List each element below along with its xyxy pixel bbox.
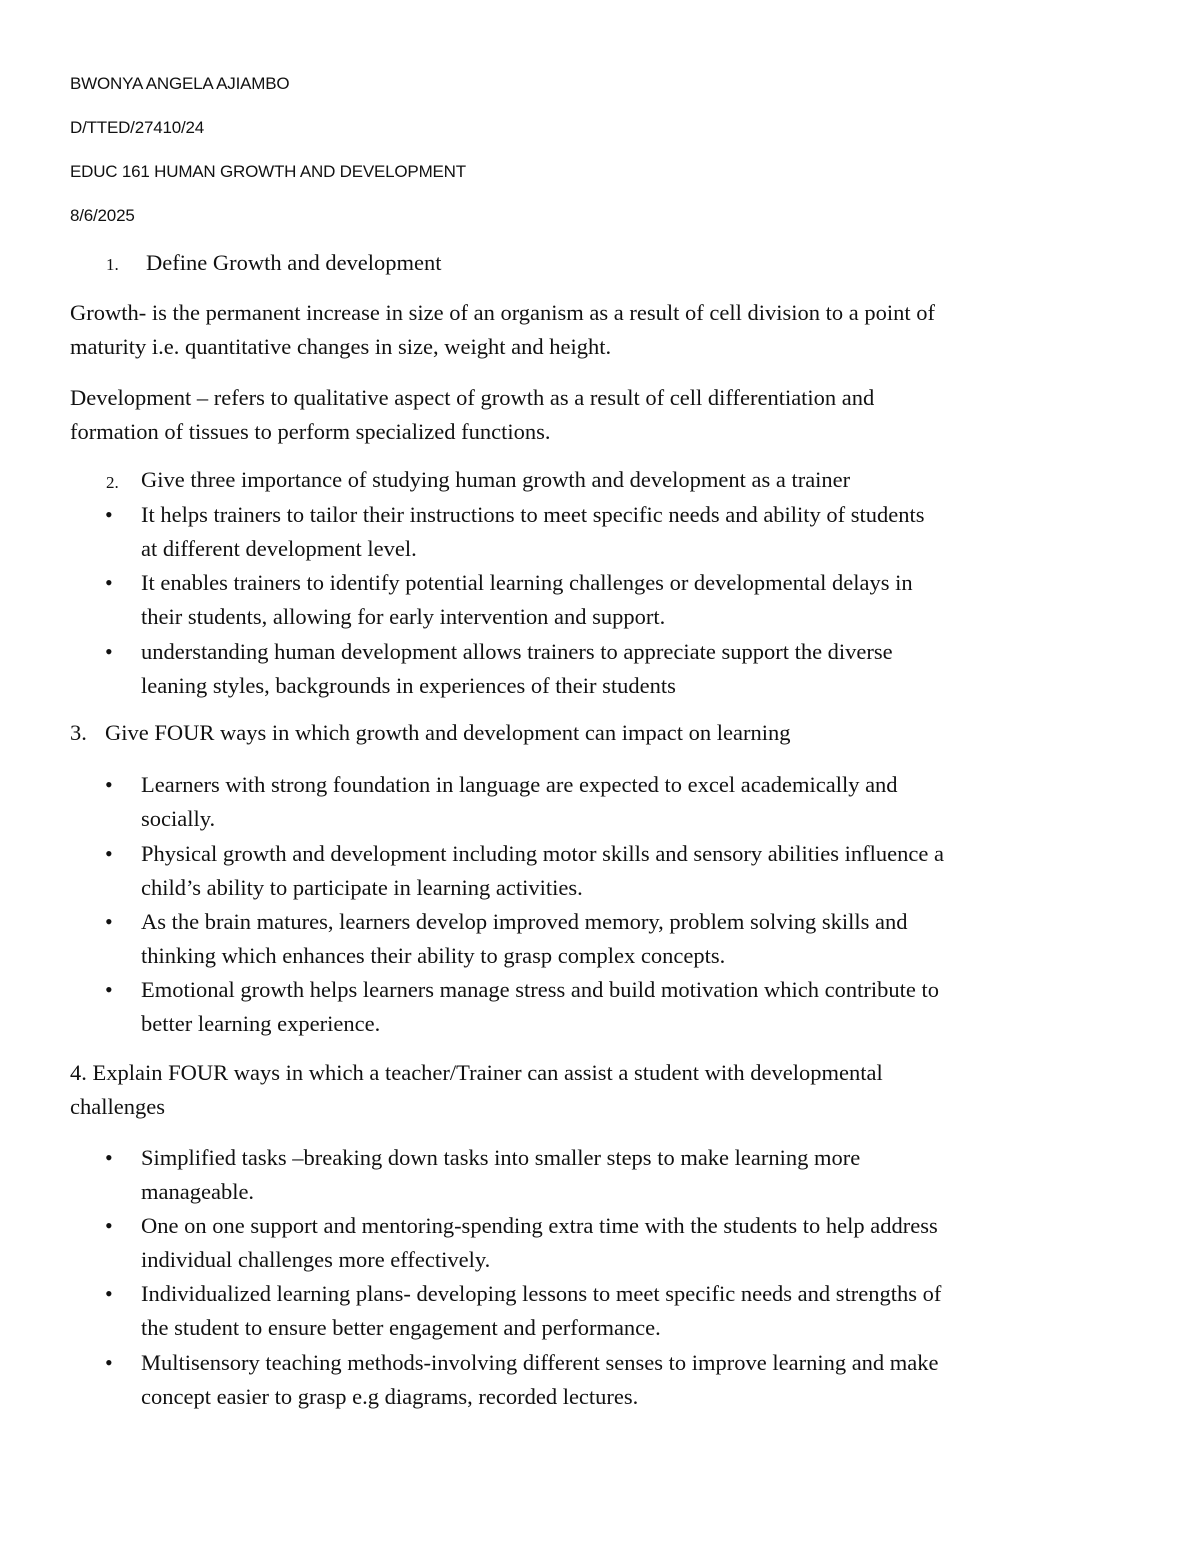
list-item-line: As the brain matures, learners develop improved memory, problem solving skills and xyxy=(141,909,908,934)
bullet-icon: • xyxy=(105,909,113,934)
list-item xyxy=(141,1346,939,1414)
document-date: 8/6/2025 xyxy=(70,206,135,225)
list-item-line: concept easier to grasp e.g diagrams, recorded lectures. xyxy=(141,1384,639,1409)
list-item-line: One on one support and mentoring-spending extra time with the students to help address xyxy=(141,1213,938,1238)
list-item xyxy=(141,635,893,703)
development-line: formation of tissues to perform specialized functions. xyxy=(70,419,551,444)
q2-question: Give three importance of studying human growth and development as a trainer xyxy=(141,467,851,492)
list-item-line: understanding human development allows trainers to appreciate support the diverse xyxy=(141,639,893,664)
q3-question: Give FOUR ways in which growth and development can impact on learning xyxy=(105,720,791,745)
list-item-line: It enables trainers to identify potential learning challenges or developmental delays in xyxy=(141,570,913,595)
bullet-icon: • xyxy=(105,570,113,595)
registration-number: D/TTED/27410/24 xyxy=(70,118,205,137)
list-item-line: socially. xyxy=(141,806,216,831)
list-item xyxy=(141,837,944,905)
list-item-line: Multisensory teaching methods-involving different senses to improve learning and make xyxy=(141,1350,939,1375)
list-item-line: It helps trainers to tailor their instructions to meet specific needs and ability of students xyxy=(141,502,925,527)
list-item-line: better learning experience. xyxy=(141,1011,381,1036)
development-line: Development – refers to qualitative aspect of growth as a result of cell differentiation and xyxy=(70,385,875,410)
bullet-icon: • xyxy=(105,1145,113,1170)
list-item xyxy=(141,1277,941,1345)
list-item-line: individual challenges more effectively. xyxy=(141,1247,491,1272)
q1-question: Define Growth and development xyxy=(146,250,442,275)
list-item xyxy=(141,905,908,973)
list-item-line: Physical growth and development including motor skills and sensory abilities influence a xyxy=(141,841,944,866)
development-definition xyxy=(70,381,1150,449)
growth-line: Growth- is the permanent increase in size of an organism as a result of cell division to a point of xyxy=(70,300,935,325)
list-item xyxy=(141,566,913,634)
growth-definition xyxy=(70,296,1150,364)
list-item-line: thinking which enhances their ability to grasp complex concepts. xyxy=(141,943,726,968)
q4-question-line: challenges xyxy=(70,1094,165,1119)
bullet-icon: • xyxy=(105,1281,113,1306)
list-item-line: their students, allowing for early intervention and support. xyxy=(141,604,666,629)
list-item-line: child’s ability to participate in learning activities. xyxy=(141,875,583,900)
list-item-line: at different development level. xyxy=(141,536,417,561)
q2-number: 2. xyxy=(106,473,119,492)
list-item xyxy=(141,498,925,566)
bullet-icon: • xyxy=(105,1213,113,1238)
q4-question xyxy=(70,1056,1150,1124)
list-item-line: Learners with strong foundation in language are expected to excel academically and xyxy=(141,772,898,797)
list-item-line: the student to ensure better engagement and performance. xyxy=(141,1315,661,1340)
q1-number: 1. xyxy=(106,255,119,274)
q4-question-line: 4. Explain FOUR ways in which a teacher/Trainer can assist a student with developmental xyxy=(70,1060,883,1085)
bullet-icon: • xyxy=(105,639,113,664)
list-item-line: manageable. xyxy=(141,1179,255,1204)
q3-number: 3. xyxy=(70,720,87,745)
list-item-line: Simplified tasks –breaking down tasks into smaller steps to make learning more xyxy=(141,1145,861,1170)
list-item xyxy=(141,1209,938,1277)
list-item-line: Emotional growth helps learners manage stress and build motivation which contribute to xyxy=(141,977,939,1002)
bullet-icon: • xyxy=(105,977,113,1002)
course-title: EDUC 161 HUMAN GROWTH AND DEVELOPMENT xyxy=(70,162,466,181)
student-name: BWONYA ANGELA AJIAMBO xyxy=(70,74,290,93)
list-item-line: Individualized learning plans- developing lessons to meet specific needs and strengths of xyxy=(141,1281,942,1306)
bullet-icon: • xyxy=(105,502,113,527)
bullet-icon: • xyxy=(105,1350,113,1375)
bullet-icon: • xyxy=(105,841,113,866)
list-item xyxy=(141,1141,860,1209)
bullet-icon: • xyxy=(105,772,113,797)
list-item-line: leaning styles, backgrounds in experiences of their students xyxy=(141,673,676,698)
list-item xyxy=(141,973,939,1041)
growth-line: maturity i.e. quantitative changes in size, weight and height. xyxy=(70,334,612,359)
list-item xyxy=(141,768,898,836)
